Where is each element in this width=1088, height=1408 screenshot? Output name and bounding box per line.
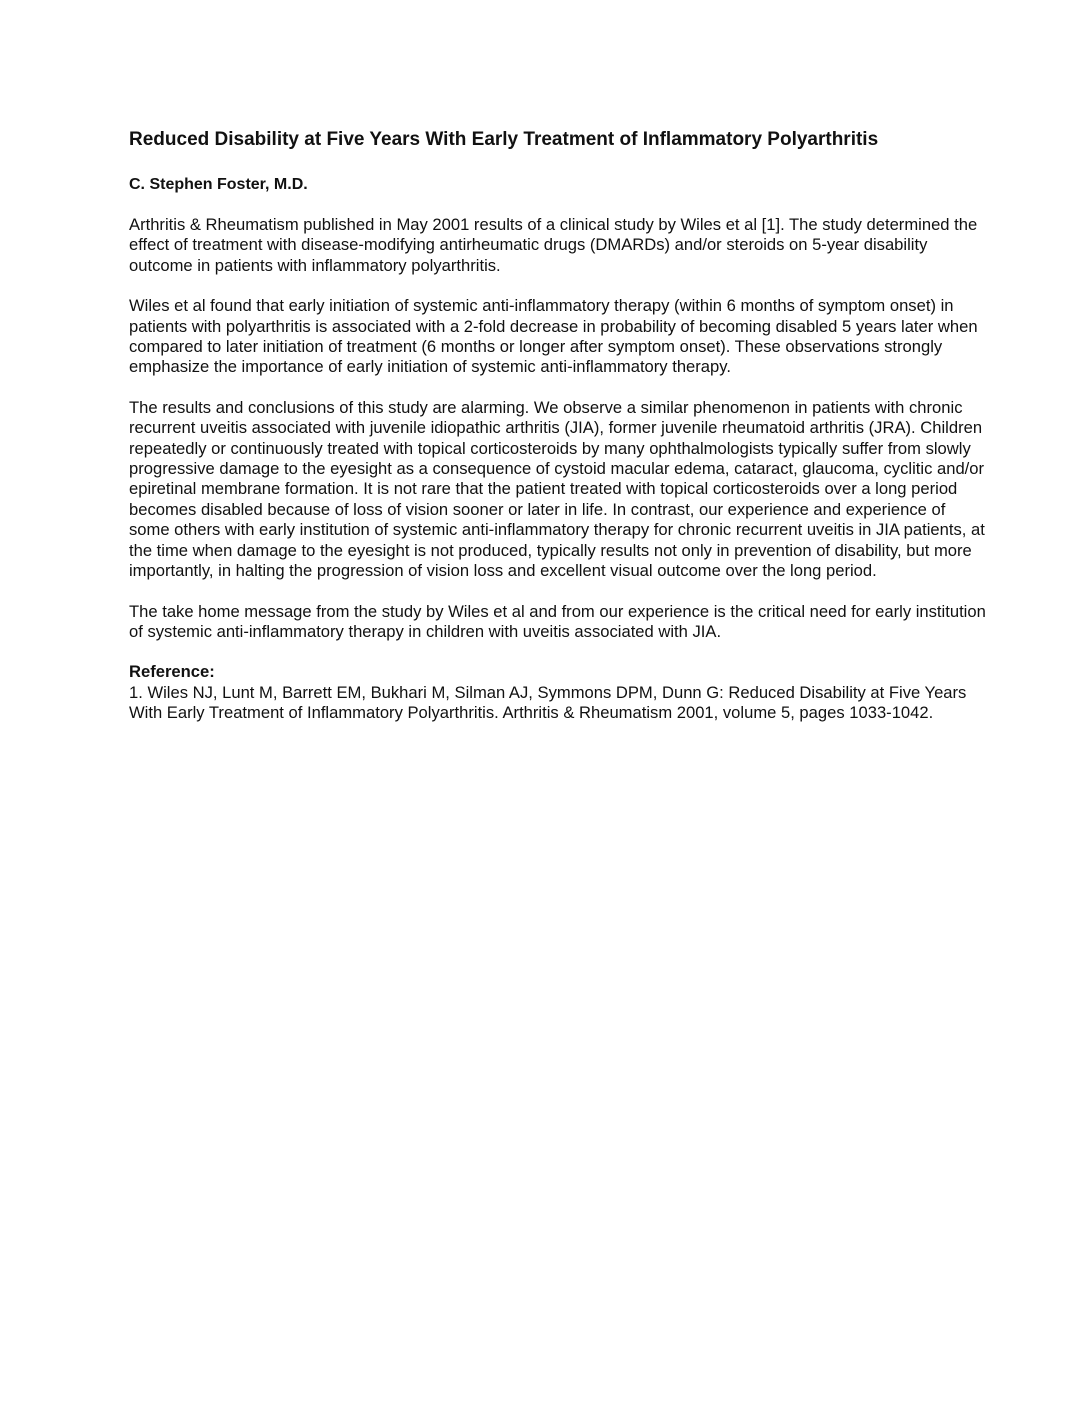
document-title: Reduced Disability at Five Years With Early Treatment of Inflammatory Polyarthritis bbox=[129, 129, 879, 150]
paragraph-take-home-message: The take home message from the study by Wiles et al and from our experience is the critical need for early institution of systemic anti-inflammatory therapy in children with uveitis associated with JIA. bbox=[129, 601, 986, 641]
paragraph-findings: Wiles et al found that early initiation of systemic anti-inflammatory therapy (within 6 months of symptom onset) in patients with polyarthritis is associated with a 2-fold decrease in probability of becoming disabled 5 years later when compared to later initiation of treatment (6 months or longer after symptom onset). These observations strongly emphasize the importance of early initiation of systemic anti-inflammatory therapy. bbox=[129, 296, 978, 377]
paragraph-uveitis-observation: The results and conclusions of this study are alarming. We observe a similar phenomenon in patients with chronic recurrent uveitis associated with juvenile idiopathic arthritis (JIA), former juvenile rheumatoid arthritis (JRA). Children repeatedly or continuously treated with topical corticosteroids by many ophthalmologists typically suffer from slowly progressive damage to the eyesight as a consequence of cystoid macular edema, cataract, glaucoma, cyclitic and/or epiretinal membrane formation. It is not rare that the patient treated with topical corticosteroids over a long period becomes disabled because of loss of vision sooner or later in life. In contrast, our experience and experience of some others with early institution of systemic anti-inflammatory therapy for chronic recurrent uveitis in JIA patients, at the time when damage to the eyesight is not produced, typically results not only in prevention of disability, but more importantly, in halting the progression of vision loss and excellent visual outcome over the long period. bbox=[129, 397, 985, 581]
reference-item: 1. Wiles NJ, Lunt M, Barrett EM, Bukhari M, Silman AJ, Symmons DPM, Dunn G: Reduced Disability at Five Years With Early Treatment of Inflammatory Polyarthritis. Arthritis & Rheumatism 2001, volume 5, pages 1033-1042. bbox=[129, 682, 967, 723]
document-content bbox=[129, 126, 989, 724]
document-author: C. Stephen Foster, M.D. bbox=[129, 176, 308, 193]
paragraph-study-summary: Arthritis & Rheumatism published in May 2001 results of a clinical study by Wiles et al [1]. The study determined the effect of treatment with disease-modifying antirheumatic drugs (DMARDs) and/or steroids on 5-year disability outcome in patients with inflammatory polyarthritis. bbox=[129, 215, 978, 275]
reference-heading: Reference: bbox=[129, 662, 215, 682]
